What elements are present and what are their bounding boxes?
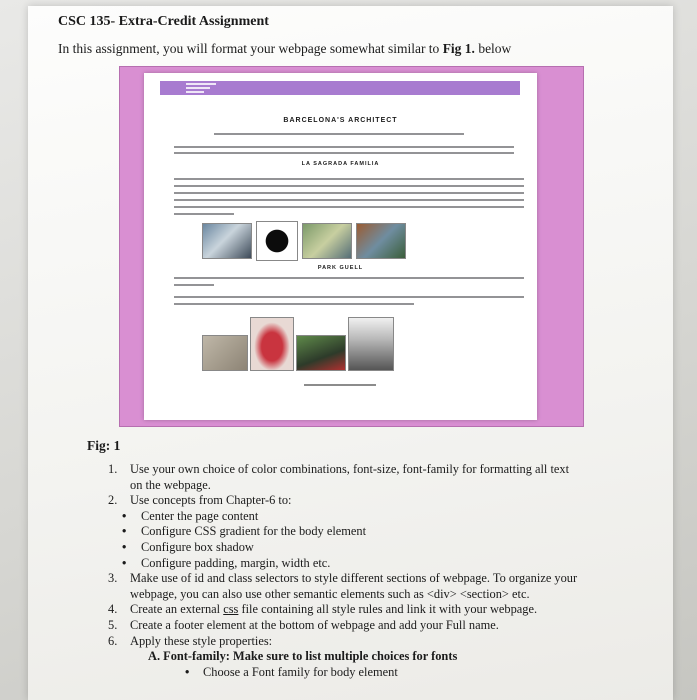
thumbnail-image	[202, 223, 252, 259]
figure-banner	[160, 81, 520, 95]
figure-section1-heading: LA SAGRADA FAMILIA	[301, 161, 380, 167]
fig-reference: Fig 1.	[442, 41, 475, 56]
thumbnail-image	[256, 221, 298, 261]
sub-item-font-family: A. Font-family: Make sure to list multiple choices for fonts	[148, 649, 458, 664]
figure-section2-heading: PARK GUELL	[317, 265, 364, 271]
list-item: 4. Create an external css file containing all style rules and link it with your webpage.	[108, 602, 538, 617]
bullet-item: • Choose a Font family for body element	[185, 664, 398, 679]
list-item: 1. Use your own choice of color combinations, font-size, font-family for formatting all text on the webpage.	[108, 462, 570, 492]
assignment-title: CSC 135- Extra-Credit Assignment	[58, 14, 269, 29]
bullet-item: • Configure CSS gradient for the body element	[122, 524, 367, 539]
figure-1-screenshot	[119, 66, 584, 427]
figure-caption: Fig: 1	[87, 438, 121, 453]
figure-webpage	[144, 73, 537, 420]
bullet-item: • Center the page content	[122, 508, 259, 523]
thumbnail-image	[356, 223, 406, 259]
thumbnail-image	[250, 317, 294, 371]
list-item: 5. Create a footer element at the bottom of webpage and add your Full name.	[108, 617, 499, 632]
thumbnail-image	[296, 335, 346, 371]
list-item: 6. Apply these style properties:	[108, 633, 273, 648]
figure-footer-line	[304, 384, 376, 386]
thumbnail-image	[202, 335, 248, 371]
list-item: 3. Make use of id and class selectors to style different sections of webpage. To organize your webpage, you can also use other semantic elements such as <div> <section> etc.	[108, 571, 578, 601]
figure-heading: BARCELONA'S ARCHITECT	[283, 117, 398, 124]
list-item: 2. Use concepts from Chapter-6 to:	[108, 493, 292, 508]
css-word: css	[223, 602, 239, 617]
bullet-item: • Configure padding, margin, width etc.	[122, 555, 331, 570]
bullet-item: • Configure box shadow	[122, 539, 254, 554]
thumbnail-image	[348, 317, 394, 371]
intro-text: In this assignment, you will format your webpage somewhat similar to Fig 1. below	[58, 41, 512, 56]
instructions-list	[108, 462, 578, 680]
thumbnail-image	[302, 223, 352, 259]
